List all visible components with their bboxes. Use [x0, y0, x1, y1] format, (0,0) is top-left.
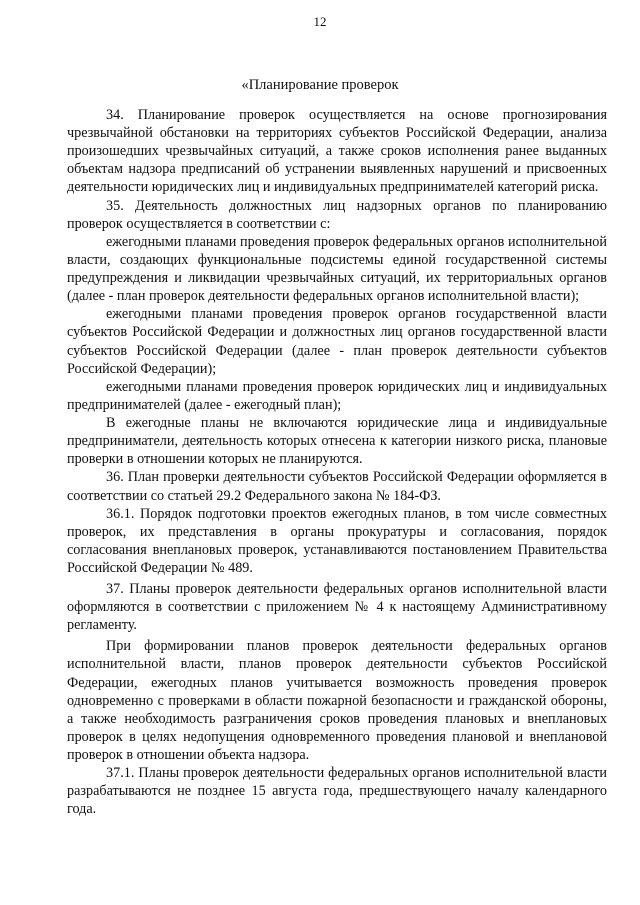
- paragraph-35-item-1: ежегодными планами проведения проверок федеральных органов исполнительной власти, создающих функциональные подсистемы единой государственной системы предупреждения и ликвидации чрезвычайных ситуаций, их территориальных органов (далее - план проверок деятельности федеральных органов исполнительной власти);: [67, 233, 607, 305]
- paragraph-36: 36. План проверки деятельности субъектов Российской Федерации оформляется в соответствии со статьей 29.2 Федерального закона № 184-ФЗ.: [67, 469, 607, 504]
- paragraph-35-note: В ежегодные планы не включаются юридические лица и индивидуальные предприниматели, деятельность которых отнесена к категории низкого риска, плановые проверки в отношении которых не планируются.: [67, 415, 607, 468]
- page-number: 12: [313, 14, 327, 29]
- paragraph-34: 34. Планирование проверок осуществляется на основе прогнозирования чрезвычайной обстановки на территориях субъектов Российской Федерации, анализа произошедших чрезвычайных ситуаций, а также сроков исполнения ранее выданных объектам надзора предписаний об устранении выявленных нарушений и присвоенных деятельности юридических лиц и индивидуальных предпринимателей категорий риска.: [67, 107, 607, 196]
- document-body: [67, 106, 607, 819]
- paragraph-37-1: 37.1. Планы проверок деятельности федеральных органов исполнительной власти разрабатываются не позднее 15 августа года, предшествующего началу календарного года.: [67, 765, 607, 818]
- paragraph-35-item-3: ежегодными планами проведения проверок юридических лиц и индивидуальных предпринимателей (далее - ежегодный план);: [67, 378, 607, 413]
- paragraph-35: 35. Деятельность должностных лиц надзорных органов по планированию проверок осуществляется в соответствии с:: [67, 197, 607, 232]
- paragraph-37-note: При формировании планов проверок деятельности федеральных органов исполнительной власти, планов проверок деятельности субъектов Российской Федерации, ежегодных планов учитывается возможность проведения проверок одновременно с проверками в области пожарной безопасности и гражданской обороны, а также необходимость разграничения сроков проведения плановых и внеплановых проверок в целях недопущения одновременного проведения плановой и внеплановой проверок в отношении объекта надзора.: [67, 638, 607, 763]
- paragraph-37: 37. Планы проверок деятельности федеральных органов исполнительной власти оформляются в соответствии с приложением № 4 к настоящему Административному регламенту.: [67, 581, 607, 634]
- section-heading: «Планирование проверок: [241, 77, 399, 93]
- paragraph-36-1: 36.1. Порядок подготовки проектов ежегодных планов, в том числе совместных проверок, их представления в органы прокуратуры и согласования, порядок согласования внеплановых проверок, устанавливаются постановлением Правительства Российской Федерации № 489.: [67, 505, 607, 576]
- paragraph-35-item-2: ежегодными планами проведения проверок органов государственной власти субъектов Российской Федерации и должностных лиц органов государственной власти субъектов Российской Федерации (далее - план проверок деятельности субъектов Российской Федерации);: [67, 306, 607, 377]
